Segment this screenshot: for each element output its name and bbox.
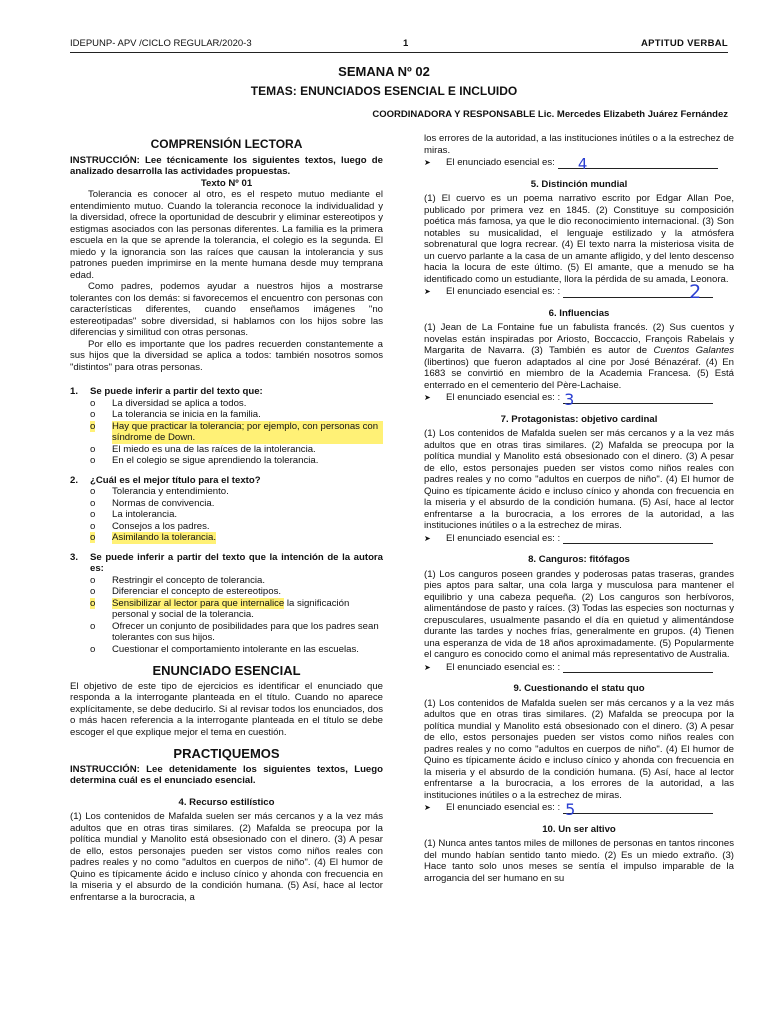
answer-field-6[interactable] bbox=[563, 390, 713, 409]
exercise-10-title: 10. Un ser altivo bbox=[542, 823, 616, 835]
arrow-icon: ➤ bbox=[424, 533, 431, 543]
option-item-selected[interactable]: o Asimilando la tolerancia. bbox=[90, 532, 216, 543]
answer-line-6: ➤ El enunciado esencial es: : 3 bbox=[424, 392, 734, 404]
option-item[interactable]: o Ofrecer un conjunto de posibilidades para que los padres sean tolerantes con sus hijos. bbox=[90, 620, 379, 643]
section-enunciado: ENUNCIADO ESENCIAL bbox=[152, 663, 301, 678]
answer-field-7[interactable] bbox=[563, 534, 713, 544]
arrow-icon: ➤ bbox=[424, 287, 431, 296]
option-item[interactable]: o Diferenciar el concepto de estereotipos. bbox=[90, 586, 282, 597]
exercise-6-text: (1) Jean de La Fontaine fue un fabulista francés. (2) Sus cuentos y novelas están inspiradas por Ariosto, Boccaccio, François Rabelais y Margarita de Navarra. (3) También es autor de Cuentos Galantes (libertinos) que fueron adaptados al cine por José Bénazéraf. (4) En 1683 se convirtió en miembro de la Academia Francesa. (5) Está enterrado en el cementerio del Père-Lachaise. bbox=[424, 322, 734, 391]
option-item[interactable]: o Cuestionar el comportamiento intolerante en las escuelas. bbox=[90, 643, 359, 655]
exercise-8-text: (1) Los canguros poseen grandes y poderosas patas traseras, grandes pies aptos para saltar, una cola larga y musculosa para mantener el equilibrio y una cabeza pequeña. (2) Los canguros son herbívoros, alimentándose de pasto y raíces. (3) Todas las especies son nocturnas y crepusculares, usualmente pasando el día en quietud y alimentándose durante las tardes y noches frías, generalmente en grupos. (4) Tienen una esperanza de vida de 18 años aproximadamente. (5) Popularmente el canguro es conocido como el animal más representativo de Australia. bbox=[424, 568, 734, 660]
exercise-7-text: (1) Los contenidos de Mafalda suelen ser más cercanos y a la vez más adultos que en otras tiras similares. (2) Mafalda se preocupa por la política mundial y Manolito está obsesionado con el dinero. (3) A pesar de ello, estos personajes pueden ser vistos como niños reales con padres reales y no como "adultos en cuerpos de niño". (4) El humor de Quino es típicamente ácido e incluso cínico y ahonda con frecuencia en la miseria y el absurdo de la condición humana. (5) Así, hace al lector enfrentarse a la burocracia, a los errores de la autoridad, a las instituciones inútiles o a la estrechez de miras. bbox=[424, 428, 734, 531]
right-column bbox=[424, 133, 734, 884]
exercise-5-text: (1) El cuervo es un poema narrativo escrito por Edgar Allan Poe, publicado por primera vez en 1845. (2) Constituye su composición poética más famosa, ya que le dio reconocimiento internacional. (3) Son notables su musicalidad, el lenguaje estilizado y la atmósfera sobrenatural que logra recrear. (4) El texto narra la misteriosa visita de un cuervo parlante a la casa de un amante afligido, y del lento descenso hacia la locura de este último. (5) El amante, que a menudo se ha identificado como un estudiante, llora la pérdida de su amada, Leonora. bbox=[424, 193, 734, 285]
handwritten-answer-9: 5 bbox=[565, 800, 576, 819]
exercise-7-title: 7. Protagonistas: objetivo cardinal bbox=[500, 413, 658, 425]
question-2-options bbox=[70, 486, 383, 544]
left-column bbox=[70, 133, 383, 903]
answer-line-5: ➤ El enunciado esencial es: : 2 bbox=[424, 286, 734, 298]
section-comprension: COMPRENSIÓN LECTORA bbox=[150, 137, 303, 151]
paragraph-1: Tolerancia es conocer al otro, es el respeto mutuo mediante el entendimiento mutuo. Cuando la tolerancia reconoce la individualidad y la diversidad, ofrece la oportunidad de descubrir y eliminar estereotipos y estigmas asociados con las personas diferentes. La familia es la primera escuela en la que se aprende la tolerancia, el colegio es la segunda. El miedo y la ignorancia son las raíces que causan la intolerancia y sus patrones pueden imprimirse en la mente humana desde muy temprana edad. bbox=[70, 189, 383, 281]
question-2: 2. ¿Cuál es el mejor título para el texto? bbox=[70, 474, 261, 486]
option-item[interactable]: o Normas de convivencia. bbox=[90, 497, 215, 509]
exercise-10-text: (1) Nunca antes tantos miles de millones de personas en tantos rincones del mundo habían sentido tanto miedo. (2) Es un miedo extraño. (3) Hace tanto solo unos meses se sentía el impulso imparable de la arrogancia del ser humano en su bbox=[424, 838, 734, 884]
option-item[interactable]: o La diversidad se aplica a todos. bbox=[90, 397, 247, 409]
option-item[interactable]: o La intolerancia. bbox=[90, 509, 178, 520]
answer-field-8[interactable] bbox=[563, 663, 713, 673]
question-3-options bbox=[70, 575, 383, 656]
question-3: 3. Se puede inferir a partir del texto que la intención de la autora es: bbox=[70, 551, 383, 574]
text-title: Texto Nº 01 bbox=[200, 177, 253, 189]
paragraph-3: Por ello es importante que los padres recuerden constantemente a sus hijos que la diversidad se aplica a todos: también nosotros somos "distintos" para otras personas. bbox=[70, 338, 383, 373]
page-title: SEMANA Nº 02 bbox=[338, 64, 430, 79]
page-header bbox=[70, 38, 728, 53]
exercise-6-title: 6. Influencias bbox=[548, 307, 610, 319]
instruction-1: INSTRUCCIÓN: Lee técnicamente los siguientes textos, luego de analizado desarrolla las actividades propuestas. bbox=[70, 154, 383, 177]
answer-line-7: ➤ El enunciado esencial es: : bbox=[424, 533, 734, 545]
exercise-9-text: (1) Los contenidos de Mafalda suelen ser más cercanos y a la vez más adultos que en otras tiras similares. (2) Mafalda se preocupa por la política mundial y Manolito está obsesionado con el dinero. (3) A pesar de ello, estos personajes pueden ser vistos como niños reales con padres reales y no como "adultos en cuerpos de niño". (4) El humor de Quino es típicamente ácido e incluso cínico y ahonda con frecuencia en la miseria y el absurdo de la condición humana. (5) Así, hace al lector enfrentarse a la burocracia, a los errores de la autoridad, a las instituciones inútiles o a la estrechez de miras. bbox=[424, 697, 734, 801]
option-item[interactable]: o Consejos a los padres. bbox=[90, 520, 210, 532]
handwritten-answer-6: 3 bbox=[564, 390, 575, 409]
option-item[interactable]: o La tolerancia se inicia en la familia. bbox=[90, 409, 261, 420]
enunciado-text: El objetivo de este tipo de ejercicios es identificar el enunciado que responda a la interrogante planteada en el título. Cuando no aparece explícitamente, se debe deducirlo. Si al revisar todos los enunciados, dos o más hacen referencia a la interrogante planteada en el título se debe escoger el que explique mejor el tema en cuestión. bbox=[70, 680, 383, 738]
handwritten-answer-5: 2 bbox=[689, 281, 702, 303]
option-item-selected[interactable]: o Hay que practicar la tolerancia; por ejemplo, con personas con síndrome de Down. bbox=[90, 421, 383, 444]
header-subject: APTITUD VERBAL bbox=[640, 38, 728, 49]
option-item[interactable]: o El miedo es una de las raíces de la intolerancia. bbox=[90, 443, 316, 455]
page-number: 1 bbox=[403, 38, 409, 49]
answer-line-4: ➤ El enunciado esencial es: 4 bbox=[424, 157, 734, 169]
coordinator-line: COORDINADORA Y RESPONSABLE Lic. Mercedes Elizabeth Juárez Fernández bbox=[372, 109, 728, 120]
handwritten-answer-4: 4 bbox=[577, 155, 588, 173]
option-item[interactable]: o En el colegio se sigue aprendiendo la tolerancia. bbox=[90, 455, 319, 466]
option-item-selected[interactable]: o Sensibilizar al lector para que internalice la significación personal y social de la tolerancia. bbox=[90, 597, 350, 620]
arrow-icon: ➤ bbox=[424, 393, 431, 402]
question-1-options bbox=[70, 398, 383, 467]
exercise-4-title: 4. Recurso estilístico bbox=[178, 796, 275, 808]
arrow-icon: ➤ bbox=[424, 158, 431, 167]
exercise-4-text-cont: los errores de la autoridad, a las instituciones inútiles o a la estrechez de miras. bbox=[424, 133, 734, 156]
option-item[interactable]: o Tolerancia y entendimiento. bbox=[90, 486, 229, 497]
paragraph-2: Como padres, podemos ayudar a nuestros hijos a mostrarse tolerantes con los demás: si favorecemos el encuentro con personas con características diferentes, cuando enseñamos imágenes "no estereotipadas" sobre diversidad, si hablamos con los hijos sobre las diferencias y similitud con otras personas. bbox=[70, 281, 383, 338]
question-1: 1. Se puede inferir a partir del texto que: bbox=[70, 386, 263, 397]
answer-line-8: ➤ El enunciado esencial es: : bbox=[424, 662, 734, 674]
header-course: IDEPUNP- APV /CICLO REGULAR/2020-3 bbox=[70, 38, 252, 49]
answer-field-4[interactable] bbox=[558, 155, 718, 173]
section-practiquemos: PRACTIQUEMOS bbox=[173, 746, 280, 761]
exercise-5-title: 5. Distinción mundial bbox=[530, 178, 628, 190]
arrow-icon: ➤ bbox=[424, 803, 431, 812]
exercise-9-title: 9. Cuestionando el statu quo bbox=[513, 683, 645, 694]
instruction-2: INSTRUCCIÓN: Lee detenidamente los siguientes textos, Luego determina cuál es el enunciado esencial. bbox=[70, 763, 383, 786]
arrow-icon: ➤ bbox=[424, 662, 431, 672]
answer-line-9: ➤ El enunciado esencial es: : 5 bbox=[424, 802, 734, 814]
page-subtitle: TEMAS: ENUNCIADOS ESENCIAL E INCLUIDO bbox=[250, 84, 518, 98]
exercise-4-text: (1) Los contenidos de Mafalda suelen ser más cercanos y a la vez más adultos que en otras tiras similares. (2) Mafalda se preocupa por la política mundial y Manolito está obsesionado con el dinero. (3) A pesar de ello, estos personajes pueden ser vistos como niños reales con padres reales y no como "adultos en cuerpos de niño". (4) El humor de Quino es típicamente ácido e incluso cínico y ahonda con frecuencia en la miseria y el absurdo de la condición humana. (5) Así, hace al lector enfrentarse a la burocracia, a bbox=[70, 811, 383, 903]
exercise-8-title: 8. Canguros: fitófagos bbox=[528, 554, 630, 565]
option-item[interactable]: o Restringir el concepto de tolerancia. bbox=[90, 574, 266, 586]
answer-field-9[interactable] bbox=[563, 800, 713, 819]
